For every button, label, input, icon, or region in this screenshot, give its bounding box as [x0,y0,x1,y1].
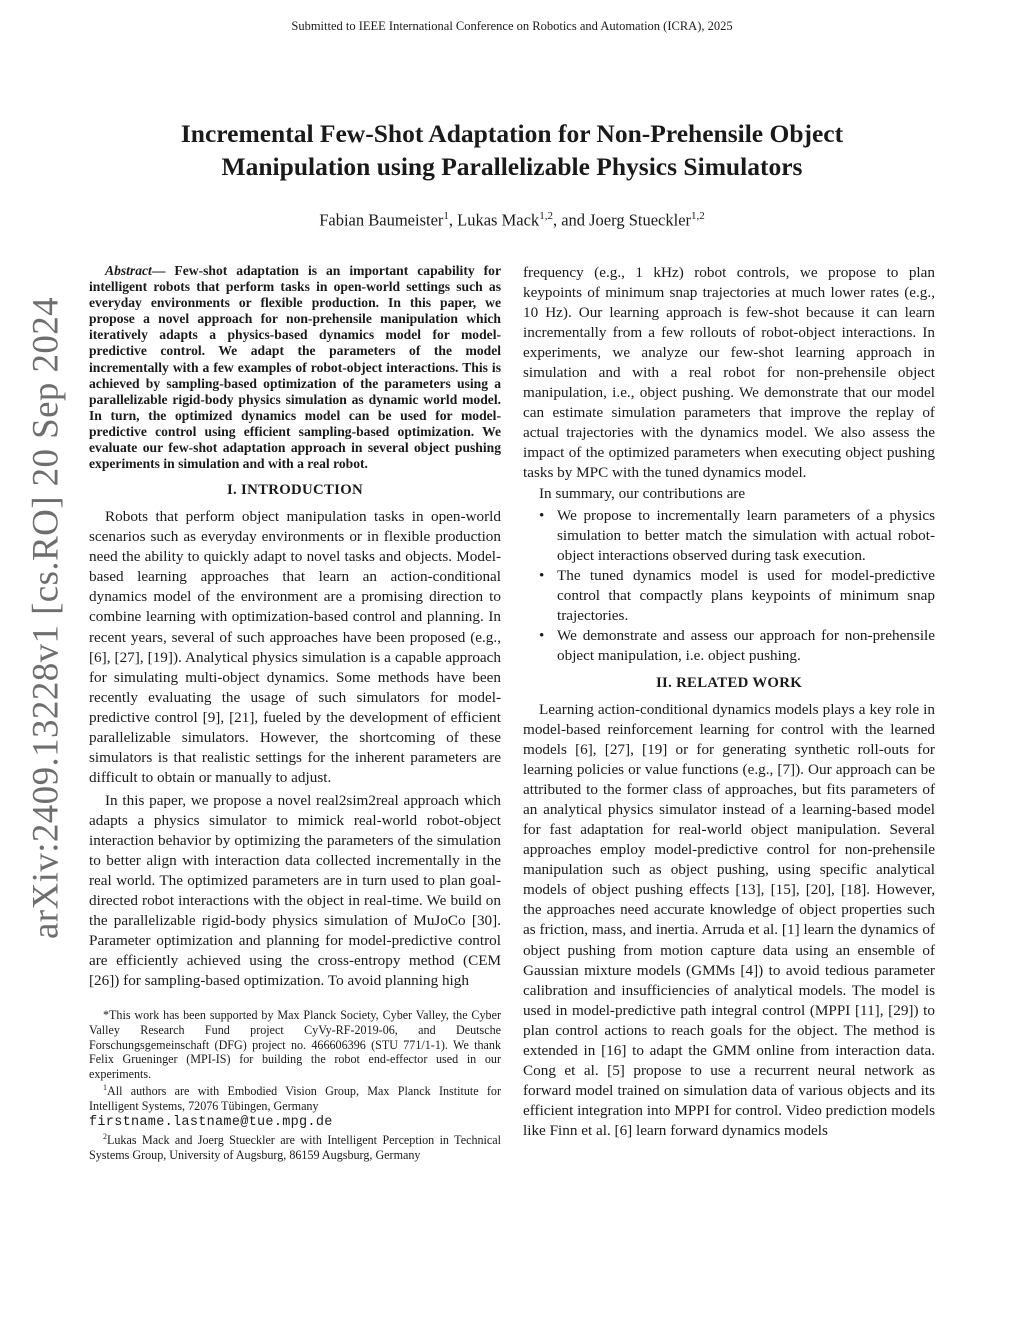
footnote-text: Lukas Mack and Joerg Stueckler are with Intelligent Perception in Technical Systems Group, University of Augsburg, 86159 Augsburg, Germany [89,1133,501,1162]
section-heading-related-work: II. RELATED WORK [655,674,803,691]
section-heading-introduction: I. INTRODUCTION [226,482,364,499]
list-item: • We propose to incrementally learn parameters of a physics simulation to better match the simulation with actual robot-object interactions observed during task execution. [557,506,935,566]
intro-paragraph-2: In this paper, we propose a novel real2sim2real approach which adapts a physics simulator to mimick real-world robot-object interaction behavior by optimizing the parameters of the simulation to better align with interaction data collected incrementally in the real world. The optimized parameters are in turn used to plan goal-directed robot interactions with the object in real-time. We build on the parallelizable rigid-body physics simulation of MuJoCo [30]. Parameter optimization and planning for model-predictive control are efficiently achieved using the cross-entropy method (CEM [26]) for sampling-based optimization. To avoid planning high [89,791,501,990]
paper-title [90,117,934,183]
list-item: • We demonstrate and assess our approach for non-prehensile object manipulation, i.e. object pushing. [557,626,935,666]
abstract-text: Few-shot adaptation is an important capability for intelligent robots that perform tasks in open-world settings such as everyday environments or flexible production. In this paper, we propose a novel approach for non-prehensile manipulation which iteratively adapts a physics-based dynamics model for model-predictive control. We adapt the parameters of the model incrementally with a few examples of robot-object interactions. This is achieved by sampling-based optimization of the parameters using a parallelizable rigid-body physics simulation as dynamic world model. In turn, the optimized dynamics model can be used for model-predictive control using efficient sampling-based optimization. We evaluate our few-shot adaptation approach in several object pushing experiments in simulation and with a real robot. [89,263,501,472]
author-2: Lukas Mack [457,210,540,230]
footnote-marker: 1 [103,1083,107,1093]
footnotes [89,1008,501,1162]
footnote-affiliation-2 [89,1130,501,1162]
contributions-intro: In summary, our contributions are [539,484,746,502]
author-3: Joerg Stueckler [589,210,692,230]
intro-paragraph-continued: frequency (e.g., 1 kHz) robot controls, we propose to plan keypoints of minimum snap trajectories at much lower rates (e.g., 10 Hz). Our learning approach is few-shot because it can learn incrementally from a few rollouts of robot-object interactions. In experiments, we analyze our few-shot learning approach in simulation and with a real robot for non-prehensile object manipulation, i.e., object pushing. We demonstrate that our model can estimate simulation parameters that improve the replay of actual trajectories with the dynamics model. We also assess the impact of the optimized parameters when executing object pushing tasks by MPC with the tuned dynamics model. [523,264,935,482]
right-column [523,263,935,1141]
contributions-list [523,506,935,666]
related-work-paragraph: Learning action-conditional dynamics models plays a key role in model-based reinforcement learning for control with the learned models [6], [27], [19] or for generating synthetic roll-outs for learning policies or value functions (e.g., [7]). Our approach can be attributed to the former class of approaches, but fits parameters of an analytical physics simulator instead of a learning-based model for fast adaptation for real-world object manipulation. Several approaches employ model-predictive control for non-prehensile manipulation such as object pushing, using specific analytical models of object pushing effects [13], [15], [20], [18]. However, the approaches need accurate knowledge of object properties such as friction, mass, and inertia. Arruda et al. [1] learn the dynamics of object pushing from motion capture data using an ensemble of Gaussian mixture models (GMMs [4]) to avoid tedious parameter calibration and insufficiencies of analytical models. The model is used in model-predictive path integral control (MPPI [11], [29]) to plan control actions to reach goals for the object. The method is extended in [16] to adapt the GMM online from interaction data. Cong et al. [5] propose to use a recurrent neural network as forward model trained on simulation data of various objects and its efficient integration into MPPI for control. Video prediction models like Finn et al. [6] learn forward dynamics models [523,700,935,1139]
email-address: firstname.lastname@tue.mpg.de [89,1114,333,1130]
footnote-marker: 2 [103,1132,107,1142]
intro-paragraph-1: Robots that perform object manipulation tasks in open-world scenarios such as everyday environments or in flexible production need the ability to quickly adapt to novel tasks and objects. Model-based learning approaches that learn an action-conditional dynamics model of the environment are a promising direction to combine learning with optimization-based control and planning. In recent years, several of such approaches have been proposed (e.g., [6], [27], [19]). Analytical physics simulation is a capable approach for simulating multi-object dynamics. Some methods have been recently evaluating the usage of such simulators for model-predictive control [9], [21], fueled by the development of efficient parallelizable simulators. However, the shortcoming of these simulators is that realistic settings for the inherent parameters are difficult to obtain or manually to adjust. [89,508,501,786]
list-item: • The tuned dynamics model is used for model-predictive control that compactly plans keypoints of minimum snap trajectories. [557,566,935,626]
abstract-label: Abstract [105,263,152,278]
left-column [89,263,501,1162]
footnote-text: All authors are with Embodied Vision Group, Max Planck Institute for Intelligent Systems, 72076 Tübingen, Germany [89,1084,501,1113]
footnote-affiliation-1 [89,1081,501,1130]
footnote-funding: *This work has been supported by Max Planck Society, Cyber Valley, the Cyber Valley Research Fund project CyVy-RF-2019-06, and Deutsche Forschungsgemeinschaft (DFG) project no. 466606396 (STU 771/1-1). We thank Felix Grueninger (MPI-IS) for building the robot end-effector used in our experiments. [89,1008,501,1081]
title-line-2: Manipulation using Parallelizable Physics Simulators [221,152,803,181]
author-1: Fabian Baumeister [319,210,444,230]
arxiv-identifier: arXiv:2409.13228v1 [cs.RO] 20 Sep 2024 [25,296,67,940]
author-list [90,210,934,231]
title-line-1: Incremental Few-Shot Adaptation for Non-Prehensile Object [180,119,844,148]
abstract: Abstract— Few-shot adaptation is an important capability for intelligent robots that perform tasks in open-world settings such as everyday environments or flexible production. In this paper, we propose a novel approach for non-prehensile manipulation which iteratively adapts a physics-based dynamics model for model-predictive control. We adapt the parameters of the model incrementally with a few examples of robot-object interactions. This is achieved by sampling-based optimization of the parameters using a parallelizable rigid-body physics simulation as dynamic world model. In turn, the optimized dynamics model can be used for model-predictive control using efficient sampling-based optimization. We evaluate our few-shot adaptation approach in several object pushing experiments in simulation and with a real robot. [89,263,501,472]
author-3-affiliation: 1,2 [691,210,705,222]
author-2-affiliation: 1,2 [539,210,553,222]
author-separator: , and [552,210,590,230]
author-1-affiliation: 1 [443,210,449,222]
author-separator: , [448,210,458,230]
conference-header: Submitted to IEEE International Conference on Robotics and Automation (ICRA), 2025 [291,19,733,33]
